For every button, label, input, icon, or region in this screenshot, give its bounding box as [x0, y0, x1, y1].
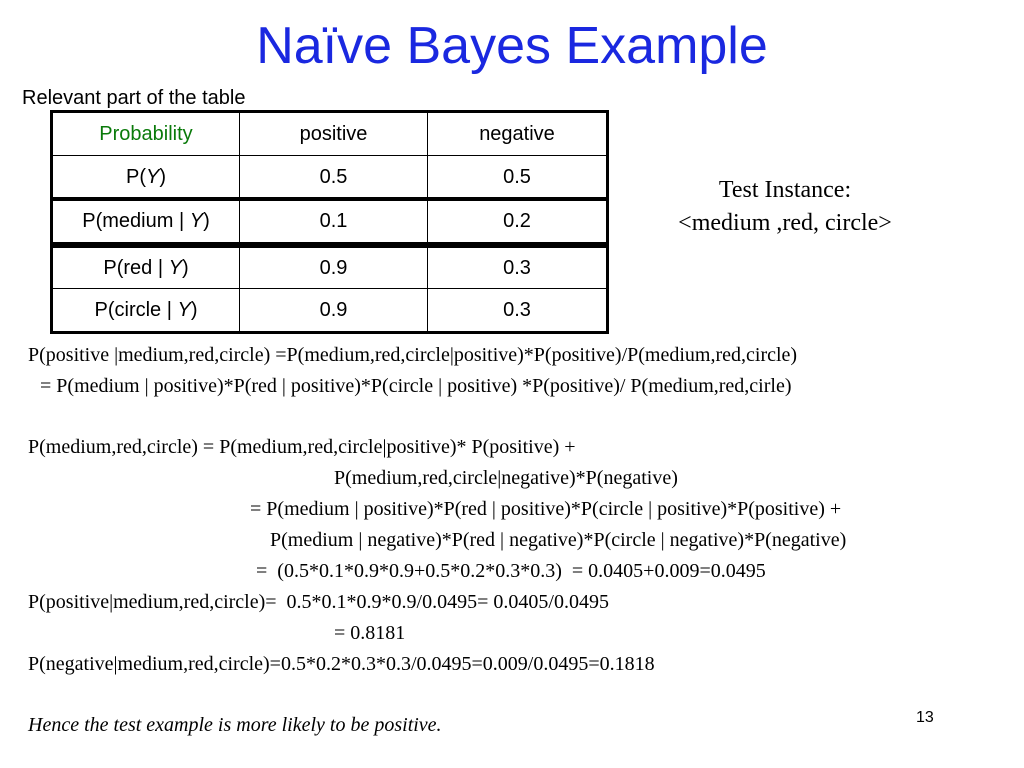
derivation-line: P(medium | negative)*P(red | negative)*P(circle | negative)*P(negative) — [270, 529, 847, 551]
table-row — [52, 199, 608, 244]
cell-positive: 0.9 — [240, 247, 428, 289]
derivation-line: P(medium,red,circle) = P(medium,red,circle|positive)* P(positive) + — [28, 436, 576, 458]
probability-table-medium — [50, 197, 609, 245]
derivation-line: P(medium,red,circle|negative)*P(negative) — [334, 467, 678, 489]
derivation-line: = P(medium | positive)*P(red | positive)*P(circle | positive) *P(positive)/ P(medium,red,cirle) — [40, 375, 792, 397]
derivation-line: = P(medium | positive)*P(red | positive)*P(circle | positive)*P(positive) + — [250, 498, 842, 520]
test-instance-label: Test Instance: — [718, 177, 852, 203]
derivation-line: P(negative|medium,red,circle)=0.5*0.2*0.3*0.3/0.0495=0.009/0.0495=0.1818 — [28, 653, 655, 675]
table-row — [52, 247, 608, 289]
cell-negative: 0.3 — [428, 247, 608, 289]
slide-title: Naïve Bayes Example — [256, 17, 768, 75]
table-row — [52, 289, 608, 333]
cell-negative: 0.2 — [428, 199, 608, 244]
row-label: P(medium | Y) — [52, 199, 240, 244]
conclusion: Hence the test example is more likely to be positive. — [28, 714, 442, 736]
row-label: P(circle | Y) — [52, 289, 240, 333]
probability-table-bottom — [50, 245, 609, 334]
derivation-line: = (0.5*0.1*0.9*0.9+0.5*0.2*0.3*0.3) = 0.0405+0.009=0.0495 — [256, 560, 766, 582]
probability-table-top — [50, 110, 609, 201]
test-instance-value: <medium ,red, circle> — [678, 210, 892, 236]
cell-negative: 0.5 — [428, 156, 608, 200]
derivation-line: = 0.8181 — [334, 622, 406, 644]
page-number: 13 — [916, 709, 934, 726]
table-caption: Relevant part of the table — [22, 87, 246, 109]
cell-positive: 0.5 — [240, 156, 428, 200]
header-negative: negative — [428, 112, 608, 156]
row-label: P(Y) — [52, 156, 240, 200]
header-positive: positive — [240, 112, 428, 156]
cell-positive: 0.1 — [240, 199, 428, 244]
table-header-row — [52, 112, 608, 156]
cell-positive: 0.9 — [240, 289, 428, 333]
row-label: P(red | Y) — [52, 247, 240, 289]
derivation-line: P(positive |medium,red,circle) =P(medium,red,circle|positive)*P(positive)/P(medium,red,circle) — [28, 344, 798, 366]
table-row — [52, 156, 608, 200]
cell-negative: 0.3 — [428, 289, 608, 333]
test-instance — [640, 174, 930, 240]
derivation-line: P(positive|medium,red,circle)= 0.5*0.1*0.9*0.9/0.0495= 0.0405/0.0495 — [28, 591, 609, 613]
header-probability: Probability — [52, 112, 240, 156]
